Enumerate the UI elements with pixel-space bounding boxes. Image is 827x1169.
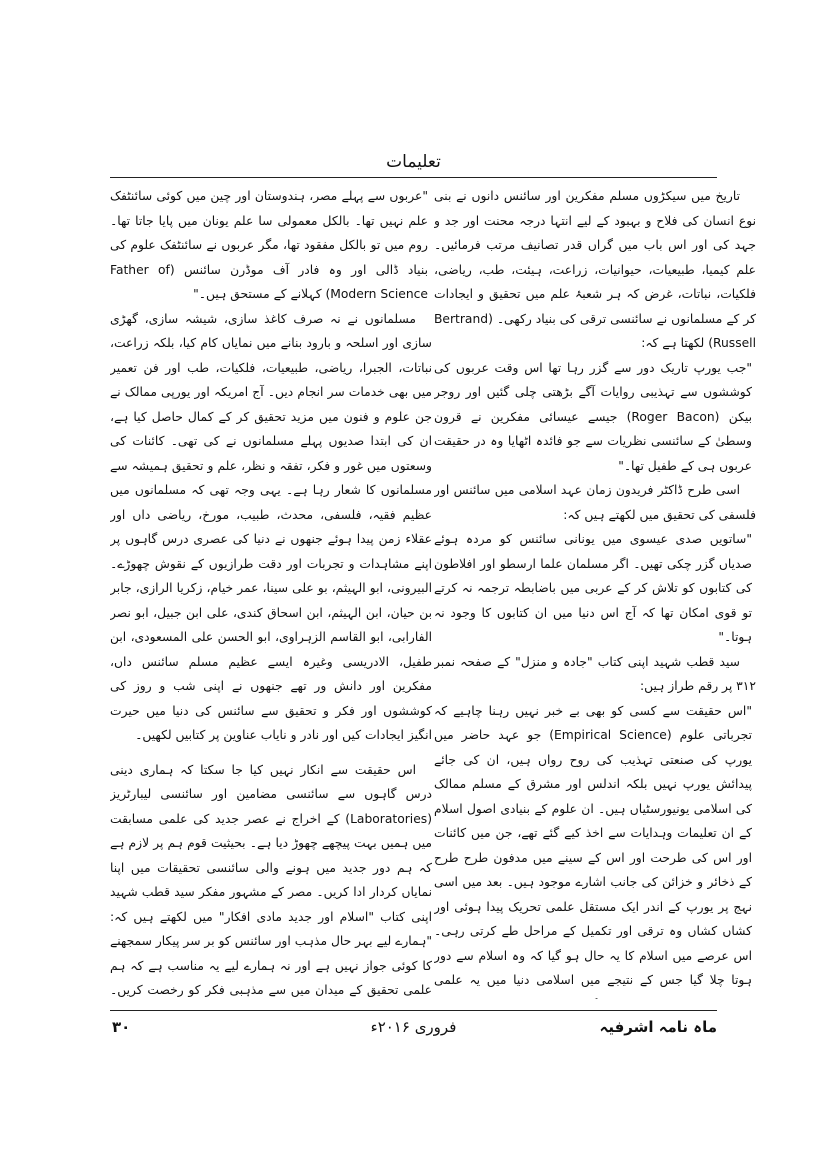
page-number: ۳۰ <box>112 1018 131 1036</box>
right-text-column <box>434 184 756 999</box>
paragraph: "ساتویں صدی عیسوی میں یونانی سائنس کو مردہ ہوئے صدیاں گزر چکی تھیں۔ اگر مسلمان علما ارسطو اور افلاطون کی کتابوں کو تلاش کر کے عربی میں باضابطہ ترجمہ نہ کرتے تو قوی امکان تھا کہ آج اس دنیا میں ان کتابوں کا وجود نہ ہوتا۔" <box>434 532 752 644</box>
magazine-name: ماہ نامہ اشرفیہ <box>599 1018 717 1036</box>
page-header <box>110 150 717 178</box>
page-footer <box>110 1010 717 1041</box>
running-title: تعلیمات <box>386 152 441 172</box>
paragraph: تاریخ میں سیکڑوں مسلم مفکرین اور سائنس دانوں نے بنی نوع انسان کی فلاح و بہبود کے لیے انتہا درجہ محنت اور جد و جہد کی اور اس باب میں گراں قدر تصانیف مرتب فرمائیں۔ علم کیمیا، طبیعیات، حیوانیات، زراعت، ہیئت، طب، ریاضی، فلکیات، نباتات، غرض کہ ہر شعبۂ علم میں تحقیق و ایجادات کر کے مسلمانوں نے سائنسی ترقی کی بنیاد رکھی۔ (Bertrand Russell) لکھتا ہے کہ: <box>434 189 756 350</box>
left-text-column <box>110 184 432 999</box>
paragraph: مسلمانوں نے نہ صرف کاغذ سازی، شیشہ سازی، گھڑی سازی اور اسلحہ و بارود بنانے میں نمایاں کام کیا، بلکہ زراعت، نباتات، الجبرا، ریاضی، طبیعیات، فلکیات، طب اور فن تعمیر میں بھی خدمات سر انجام دیں۔ آج امریکہ اور یورپی ممالک نے جن علوم و فنون میں مزید تحقیق کر کے کمال حاصل کیا ہے، ان کی ابتدا صدیوں پہلے مسلمانوں نے کی تھی۔ کائنات کی وسعتوں میں غور و فکر، تفقہ و نظر، علم و تحقیق ہمیشہ سے مسلمانوں کا شعار رہا ہے۔ یہی وجہ تھی کہ مسلمانوں میں عظیم فقیہ، فلسفی، محدث، طبیب، مورخ، ریاضی داں اور عقلاء زمن پیدا ہوئے جنھوں نے دنیا کی عصری درس گاہوں پر اپنے مشاہدات و تجربات اور دقت طرازیوں کے نقوش چھوڑے۔ البیرونی، ابو الہیثم، بو علی سینا، عمر خیام، زکریا الرازی، جابر بن حیان، ابن الہیثم، ابن اسحاق کندی، علی ابن جبیل، ابو نصر الفارابی، ابو القاسم الزہراوی، ابو الحسن علی المسعودی، ابن طفیل، الادریسی وغیرہ ایسے عظیم مسلم سائنس داں، مفکرین اور دانش ور تھے جنھوں نے اپنی شب و روز کی کوششوں اور فکر و تحقیق سے سائنس کی دنیا میں حیرت انگیز ایجادات کیں اور نادر و نایاب عناوین پر کتابیں لکھیں۔ <box>110 311 432 742</box>
paragraph: اسی طرح ڈاکٹر فریدون زمان عہد اسلامی میں سائنس اور فلسفی کی تحقیق میں لکھتے ہیں کہ: <box>434 483 756 522</box>
issue-date: فروری ۲۰۱۶ء <box>370 1018 457 1036</box>
header-rule <box>110 177 717 178</box>
paragraph: "اس حقیقت سے کسی کو بھی بے خبر نہیں رہنا چاہیے کہ تجرباتی علوم (Empirical Science) جو عہد حاضر میں یورپ کی صنعتی تہذیب کی روح رواں ہیں، ان کی جائے پیدائش یورپ نہیں بلکہ اندلس اور مشرق کے مسلم ممالک کی اسلامی یونیورسٹیاں ہیں۔ ان علوم کے بنیادی اصول اسلام کے ان تعلیمات وہدایات سے اخذ کیے گئے تھے، جن میں کائنات اور اس کی طرحت اور اس کے سینے میں مدفون طرح طرح کے ذخائر و خزائن کی جانب اشارے موجود ہیں۔ بعد میں اسی نہج پر یورپ کے اندر ایک مستقل علمی تحریک پیدا ہوئی اور کشاں کشاں وہ ترقی اور تکمیل کے مراحل طے کرتی رہی۔ اس عرصے میں اسلام کا یہ حال ہو گیا کہ وہ اسلام سے دور ہوتا چلا گیا جس کے نتیجے میں اسلامی دنیا میں یہ علمی <box>434 703 752 987</box>
paragraph: اس حقیقت سے انکار نہیں کیا جا سکتا کہ ہماری دینی درس گاہوں سے سائنسی مضامین اور سائنسی لیبارٹریز (Laboratories) کے اخراج نے عصر جدید کی علمی مسابقت میں ہمیں بہت پیچھے چھوڑ دیا ہے۔ بحیثیت قوم ہم پر لازم ہے کہ ہم دور جدید میں ہونے والی سائنسی تحقیقات میں اپنا نمایاں کردار ادا کریں۔ مصر کے مشہور مفکر سید قطب شہید اپنی کتاب "اسلام اور جدید مادی افکار" میں لکھتے ہیں کہ: "ہمارے لیے بہر حال مذہب اور سائنس کو بر سر پیکار سمجھنے کا کوئی جواز نہیں ہے اور نہ ہمارے لیے یہ مناسب ہے کہ ہم علمی تحقیق کے میدان میں سے مذہبی فکر کو رخصت کریں۔ <box>110 762 432 997</box>
paragraph: سید قطب شہید اپنی کتاب "جادہ و منزل" کے صفحہ نمبر ۳۱۲ پر رقم طراز ہیں: <box>434 654 756 693</box>
paragraph: "عربوں سے پہلے مصر، ہندوستان اور چین میں کوئی سائنٹفک علم نہیں تھا۔ بالکل معمولی سا علم یونان میں پایا جاتا تھا۔ روم میں تو بالکل مفقود تھا، مگر عربوں نے سائنٹفک علوم کی بنیاد ڈالی اور وہ فادر آف موڈرن سائنس (Father of Modern Science) کہلانے کے مستحق ہیں۔" <box>110 189 428 301</box>
paragraph: "جب یورپ تاریک دور سے گزر رہا تھا اس وقت عربوں کی کوششوں سے تہذیبی روایات آگے بڑھتی چلی گئیں اور روجر بیکن (Roger Bacon) جیسے عیسائی مفکرین نے قرون وسطیٰ کے سائنسی نظریات سے جو فائدہ اٹھایا وہ در حقیقت عربوں ہی کے طفیل تھا۔" <box>434 360 752 473</box>
